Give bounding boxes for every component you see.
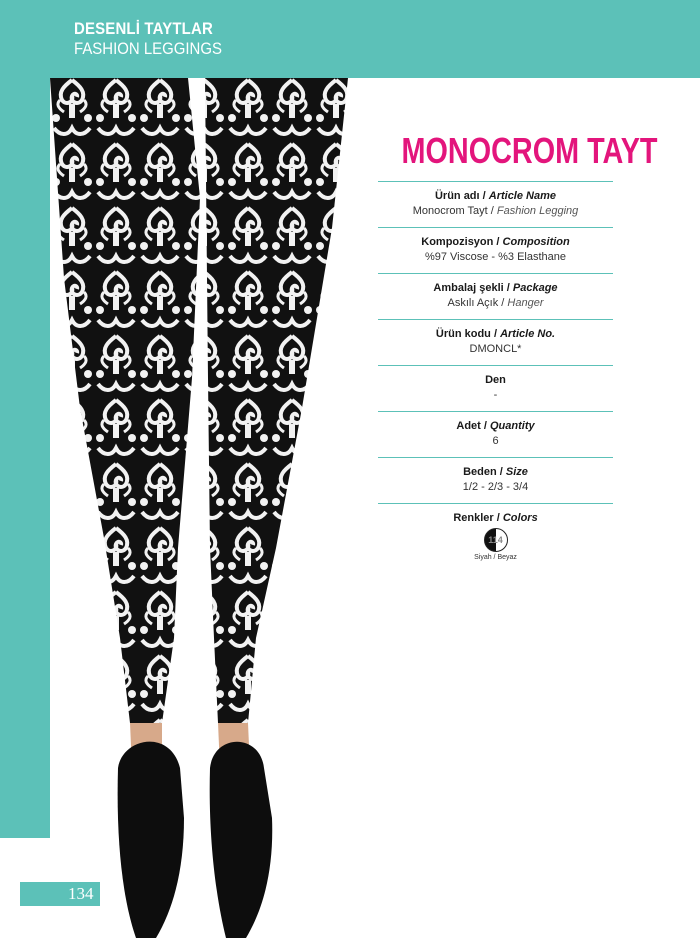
spec-row-article-name [378, 181, 613, 227]
spec-label: Beden / Size [463, 466, 528, 478]
color-option [378, 528, 613, 561]
product-photo [50, 78, 370, 947]
spec-value: Askılı Açık / Hanger [447, 297, 544, 309]
spec-label: Ürün kodu / Article No. [435, 328, 556, 340]
color-code: 114 [488, 535, 503, 545]
header-title: DESENLİ TAYTLAR [74, 19, 213, 38]
spec-label: Ambalaj şekli / Package [433, 282, 558, 294]
leggings-illustration [50, 78, 370, 947]
spec-row-size [378, 457, 613, 503]
spec-value: - [493, 389, 498, 401]
spec-label: Kompozisyon / Composition [421, 236, 570, 248]
header-subtitle: FASHION LEGGINGS [74, 39, 222, 58]
color-swatch-icon [484, 528, 508, 552]
spec-row-colors [378, 503, 613, 567]
spec-value: %97 Viscose - %3 Elasthane [424, 251, 567, 263]
spec-label: Adet / Quantity [456, 420, 535, 432]
product-info-panel [378, 128, 658, 567]
spec-row-package [378, 273, 613, 319]
spec-row-den [378, 365, 613, 411]
spec-value: 1/2 - 2/3 - 3/4 [462, 481, 529, 493]
spec-row-quantity [378, 411, 613, 457]
product-title: MONOCROM TAYT [401, 130, 658, 171]
spec-label: Renkler / Colors [453, 512, 538, 524]
spec-label: Den [485, 374, 506, 386]
side-band [0, 0, 50, 838]
header [74, 19, 242, 59]
spec-label: Ürün adı / Article Name [434, 190, 557, 202]
spec-row-composition [378, 227, 613, 273]
spec-value: 6 [492, 435, 499, 447]
spec-row-article-no [378, 319, 613, 365]
color-name: Siyah / Beyaz [474, 554, 517, 561]
spec-value: DMONCL* [469, 343, 522, 355]
spec-value: Monocrom Tayt / Fashion Legging [412, 205, 579, 217]
page-number: 134 [68, 884, 94, 903]
